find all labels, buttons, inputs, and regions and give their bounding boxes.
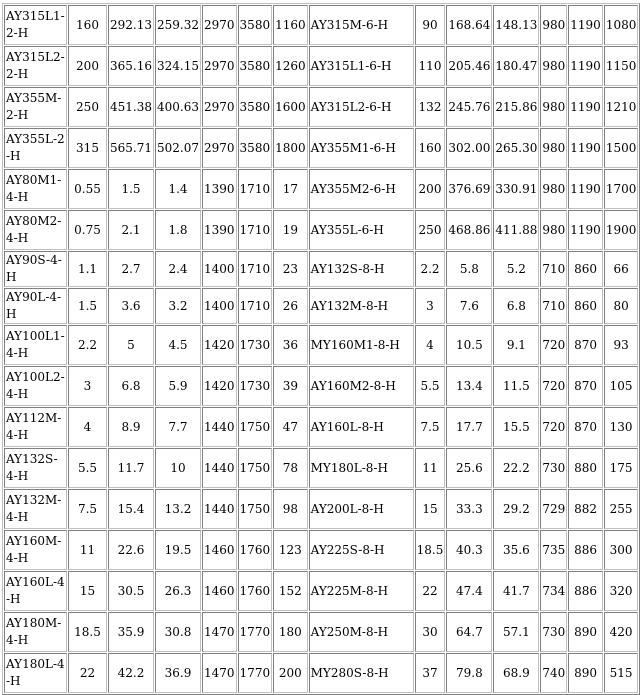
value-cell: 23 [273,251,308,287]
value-cell: 980 [540,5,567,45]
value-cell: 42.2 [108,653,154,693]
value-cell: 3.2 [155,288,201,324]
value-cell: 180 [273,612,308,652]
value-cell: 6.8 [108,366,154,406]
value-cell: 1440 [202,448,237,488]
value-cell: 90 [415,5,446,45]
value-cell: 17.7 [446,407,492,447]
table-row [4,87,638,127]
model-cell: AY355L-2-H [4,128,67,168]
model-cell: AY90L-4-H [4,288,67,324]
table-row [4,489,638,529]
table-row [4,653,638,693]
value-cell: 265.30 [493,128,539,168]
value-cell: 40.3 [446,530,492,570]
model-cell: AY132S-8-H [309,251,414,287]
value-cell: 1710 [238,169,273,209]
value-cell: 730 [540,448,567,488]
model-cell: AY225M-8-H [309,571,414,611]
value-cell: 3580 [238,5,273,45]
value-cell: 1700 [604,169,639,209]
model-cell: AY132S-4-H [4,448,67,488]
value-cell: 30.8 [155,612,201,652]
value-cell: 565.71 [108,128,154,168]
value-cell: 720 [540,325,567,365]
value-cell: 1190 [568,210,603,250]
value-cell: 79.8 [446,653,492,693]
value-cell: 1730 [238,325,273,365]
model-cell: AY132M-8-H [309,288,414,324]
value-cell: 3580 [238,87,273,127]
value-cell: 78 [273,448,308,488]
value-cell: 11 [415,448,446,488]
value-cell: 37 [415,653,446,693]
value-cell: 1190 [568,128,603,168]
value-cell: 3 [68,366,107,406]
value-cell: 2.2 [68,325,107,365]
value-cell: 255 [604,489,639,529]
value-cell: 980 [540,210,567,250]
value-cell: 1190 [568,169,603,209]
model-cell: AY225S-8-H [309,530,414,570]
value-cell: 3 [415,288,446,324]
table-row [4,448,638,488]
value-cell: 15 [68,571,107,611]
value-cell: 980 [540,87,567,127]
value-cell: 10.5 [446,325,492,365]
value-cell: 1900 [604,210,639,250]
value-cell: 205.46 [446,46,492,86]
value-cell: 1150 [604,46,639,86]
value-cell: 515 [604,653,639,693]
value-cell: 3580 [238,128,273,168]
value-cell: 1750 [238,489,273,529]
value-cell: 11 [68,530,107,570]
value-cell: 130 [604,407,639,447]
table-row [4,46,638,86]
model-cell: AY355M-2-H [4,87,67,127]
value-cell: 64.7 [446,612,492,652]
value-cell: 870 [568,366,603,406]
value-cell: 365.16 [108,46,154,86]
value-cell: 7.5 [415,407,446,447]
value-cell: 730 [540,612,567,652]
value-cell: 1.5 [108,169,154,209]
value-cell: 886 [568,571,603,611]
value-cell: 200 [68,46,107,86]
value-cell: 1460 [202,571,237,611]
value-cell: 1460 [202,530,237,570]
model-cell: AY112M-4-H [4,407,67,447]
value-cell: 36.9 [155,653,201,693]
value-cell: 376.69 [446,169,492,209]
value-cell: 1770 [238,612,273,652]
value-cell: 300 [604,530,639,570]
value-cell: 2970 [202,5,237,45]
value-cell: 29.2 [493,489,539,529]
value-cell: 160 [415,128,446,168]
value-cell: 5.9 [155,366,201,406]
value-cell: 35.6 [493,530,539,570]
value-cell: 123 [273,530,308,570]
value-cell: 860 [568,251,603,287]
model-cell: AY180L-4-H [4,653,67,693]
value-cell: 57.1 [493,612,539,652]
value-cell: 10 [155,448,201,488]
value-cell: 200 [415,169,446,209]
value-cell: 890 [568,653,603,693]
value-cell: 30 [415,612,446,652]
value-cell: 22.2 [493,448,539,488]
value-cell: 1760 [238,530,273,570]
table-row [4,210,638,250]
value-cell: 5.8 [446,251,492,287]
value-cell: 315 [68,128,107,168]
value-cell: 250 [415,210,446,250]
model-cell: AY315L1-2-H [4,5,67,45]
value-cell: 2.2 [415,251,446,287]
model-cell: AY100L2-4-H [4,366,67,406]
model-cell: AY315M-6-H [309,5,414,45]
value-cell: 1470 [202,612,237,652]
value-cell: 36 [273,325,308,365]
value-cell: 735 [540,530,567,570]
value-cell: 3580 [238,46,273,86]
value-cell: 330.91 [493,169,539,209]
value-cell: 2970 [202,87,237,127]
value-cell: 451.38 [108,87,154,127]
value-cell: 2970 [202,46,237,86]
model-cell: MY180L-8-H [309,448,414,488]
value-cell: 15.5 [493,407,539,447]
value-cell: 980 [540,169,567,209]
value-cell: 1710 [238,251,273,287]
value-cell: 400.63 [155,87,201,127]
value-cell: 1400 [202,251,237,287]
value-cell: 25.6 [446,448,492,488]
model-cell: AY180M-4-H [4,612,67,652]
value-cell: 0.75 [68,210,107,250]
model-cell: AY355L-6-H [309,210,414,250]
value-cell: 734 [540,571,567,611]
value-cell: 980 [540,46,567,86]
value-cell: 1190 [568,5,603,45]
value-cell: 132 [415,87,446,127]
table-row [4,407,638,447]
value-cell: 1710 [238,288,273,324]
value-cell: 2.7 [108,251,154,287]
value-cell: 200 [273,653,308,693]
value-cell: 1210 [604,87,639,127]
value-cell: 882 [568,489,603,529]
value-cell: 35.9 [108,612,154,652]
value-cell: 720 [540,407,567,447]
value-cell: 7.5 [68,489,107,529]
model-cell: AY315L1-6-H [309,46,414,86]
value-cell: 175 [604,448,639,488]
value-cell: 7.6 [446,288,492,324]
value-cell: 292.13 [108,5,154,45]
value-cell: 3.6 [108,288,154,324]
table-row [4,325,638,365]
value-cell: 5.2 [493,251,539,287]
value-cell: 11.5 [493,366,539,406]
value-cell: 4 [415,325,446,365]
value-cell: 245.76 [446,87,492,127]
value-cell: 13.4 [446,366,492,406]
model-cell: MY280S-8-H [309,653,414,693]
model-cell: AY100L1-4-H [4,325,67,365]
value-cell: 22 [68,653,107,693]
value-cell: 160 [68,5,107,45]
value-cell: 1440 [202,489,237,529]
model-cell: AY160L-4-H [4,571,67,611]
value-cell: 1730 [238,366,273,406]
value-cell: 1600 [273,87,308,127]
value-cell: 15.4 [108,489,154,529]
table-body [4,5,638,693]
value-cell: 18.5 [415,530,446,570]
value-cell: 2.1 [108,210,154,250]
value-cell: 1400 [202,288,237,324]
value-cell: 890 [568,612,603,652]
value-cell: 1500 [604,128,639,168]
value-cell: 1800 [273,128,308,168]
table-row [4,288,638,324]
model-cell: AY315L2-6-H [309,87,414,127]
value-cell: 1390 [202,210,237,250]
table-row [4,5,638,45]
value-cell: 324.15 [155,46,201,86]
value-cell: 1760 [238,571,273,611]
value-cell: 1750 [238,407,273,447]
value-cell: 11.7 [108,448,154,488]
value-cell: 4 [68,407,107,447]
value-cell: 1190 [568,46,603,86]
model-cell: AY80M1-4-H [4,169,67,209]
value-cell: 1.1 [68,251,107,287]
value-cell: 26.3 [155,571,201,611]
table-row [4,571,638,611]
value-cell: 870 [568,407,603,447]
model-cell: AY250M-8-H [309,612,414,652]
value-cell: 5.5 [68,448,107,488]
value-cell: 1770 [238,653,273,693]
value-cell: 110 [415,46,446,86]
value-cell: 105 [604,366,639,406]
value-cell: 30.5 [108,571,154,611]
value-cell: 47 [273,407,308,447]
value-cell: 4.5 [155,325,201,365]
value-cell: 41.7 [493,571,539,611]
value-cell: 80 [604,288,639,324]
model-cell: AY355M1-6-H [309,128,414,168]
value-cell: 7.7 [155,407,201,447]
value-cell: 2.4 [155,251,201,287]
value-cell: 302.00 [446,128,492,168]
value-cell: 980 [540,128,567,168]
value-cell: 1470 [202,653,237,693]
value-cell: 0.55 [68,169,107,209]
value-cell: 9.1 [493,325,539,365]
value-cell: 66 [604,251,639,287]
value-cell: 1260 [273,46,308,86]
value-cell: 168.64 [446,5,492,45]
value-cell: 1.8 [155,210,201,250]
table-row [4,169,638,209]
value-cell: 39 [273,366,308,406]
value-cell: 502.07 [155,128,201,168]
value-cell: 420 [604,612,639,652]
value-cell: 33.3 [446,489,492,529]
value-cell: 68.9 [493,653,539,693]
model-cell: AY160M2-8-H [309,366,414,406]
value-cell: 1390 [202,169,237,209]
value-cell: 17 [273,169,308,209]
value-cell: 411.88 [493,210,539,250]
value-cell: 22.6 [108,530,154,570]
value-cell: 1160 [273,5,308,45]
value-cell: 1440 [202,407,237,447]
model-cell: AY80M2-4-H [4,210,67,250]
value-cell: 710 [540,288,567,324]
model-cell: AY315L2-2-H [4,46,67,86]
value-cell: 152 [273,571,308,611]
value-cell: 215.86 [493,87,539,127]
value-cell: 1080 [604,5,639,45]
value-cell: 729 [540,489,567,529]
model-cell: AY160M-4-H [4,530,67,570]
value-cell: 468.86 [446,210,492,250]
value-cell: 2970 [202,128,237,168]
value-cell: 860 [568,288,603,324]
value-cell: 6.8 [493,288,539,324]
value-cell: 720 [540,366,567,406]
value-cell: 886 [568,530,603,570]
value-cell: 5.5 [415,366,446,406]
value-cell: 1710 [238,210,273,250]
value-cell: 250 [68,87,107,127]
value-cell: 320 [604,571,639,611]
value-cell: 19 [273,210,308,250]
value-cell: 1.5 [68,288,107,324]
value-cell: 1.4 [155,169,201,209]
value-cell: 5 [108,325,154,365]
value-cell: 26 [273,288,308,324]
value-cell: 47.4 [446,571,492,611]
model-cell: AY160L-8-H [309,407,414,447]
value-cell: 8.9 [108,407,154,447]
value-cell: 93 [604,325,639,365]
model-cell: AY355M2-6-H [309,169,414,209]
model-cell: AY200L-8-H [309,489,414,529]
value-cell: 259.32 [155,5,201,45]
value-cell: 148.13 [493,5,539,45]
value-cell: 1420 [202,325,237,365]
table-row [4,530,638,570]
motor-spec-table [2,3,640,695]
value-cell: 880 [568,448,603,488]
model-cell: AY90S-4-H [4,251,67,287]
table-row [4,612,638,652]
value-cell: 710 [540,251,567,287]
value-cell: 740 [540,653,567,693]
model-cell: AY132M-4-H [4,489,67,529]
table-row [4,128,638,168]
value-cell: 870 [568,325,603,365]
value-cell: 15 [415,489,446,529]
value-cell: 13.2 [155,489,201,529]
value-cell: 1420 [202,366,237,406]
value-cell: 1750 [238,448,273,488]
value-cell: 1190 [568,87,603,127]
value-cell: 180.47 [493,46,539,86]
value-cell: 22 [415,571,446,611]
value-cell: 18.5 [68,612,107,652]
table-row [4,366,638,406]
value-cell: 98 [273,489,308,529]
table-row [4,251,638,287]
value-cell: 19.5 [155,530,201,570]
model-cell: MY160M1-8-H [309,325,414,365]
